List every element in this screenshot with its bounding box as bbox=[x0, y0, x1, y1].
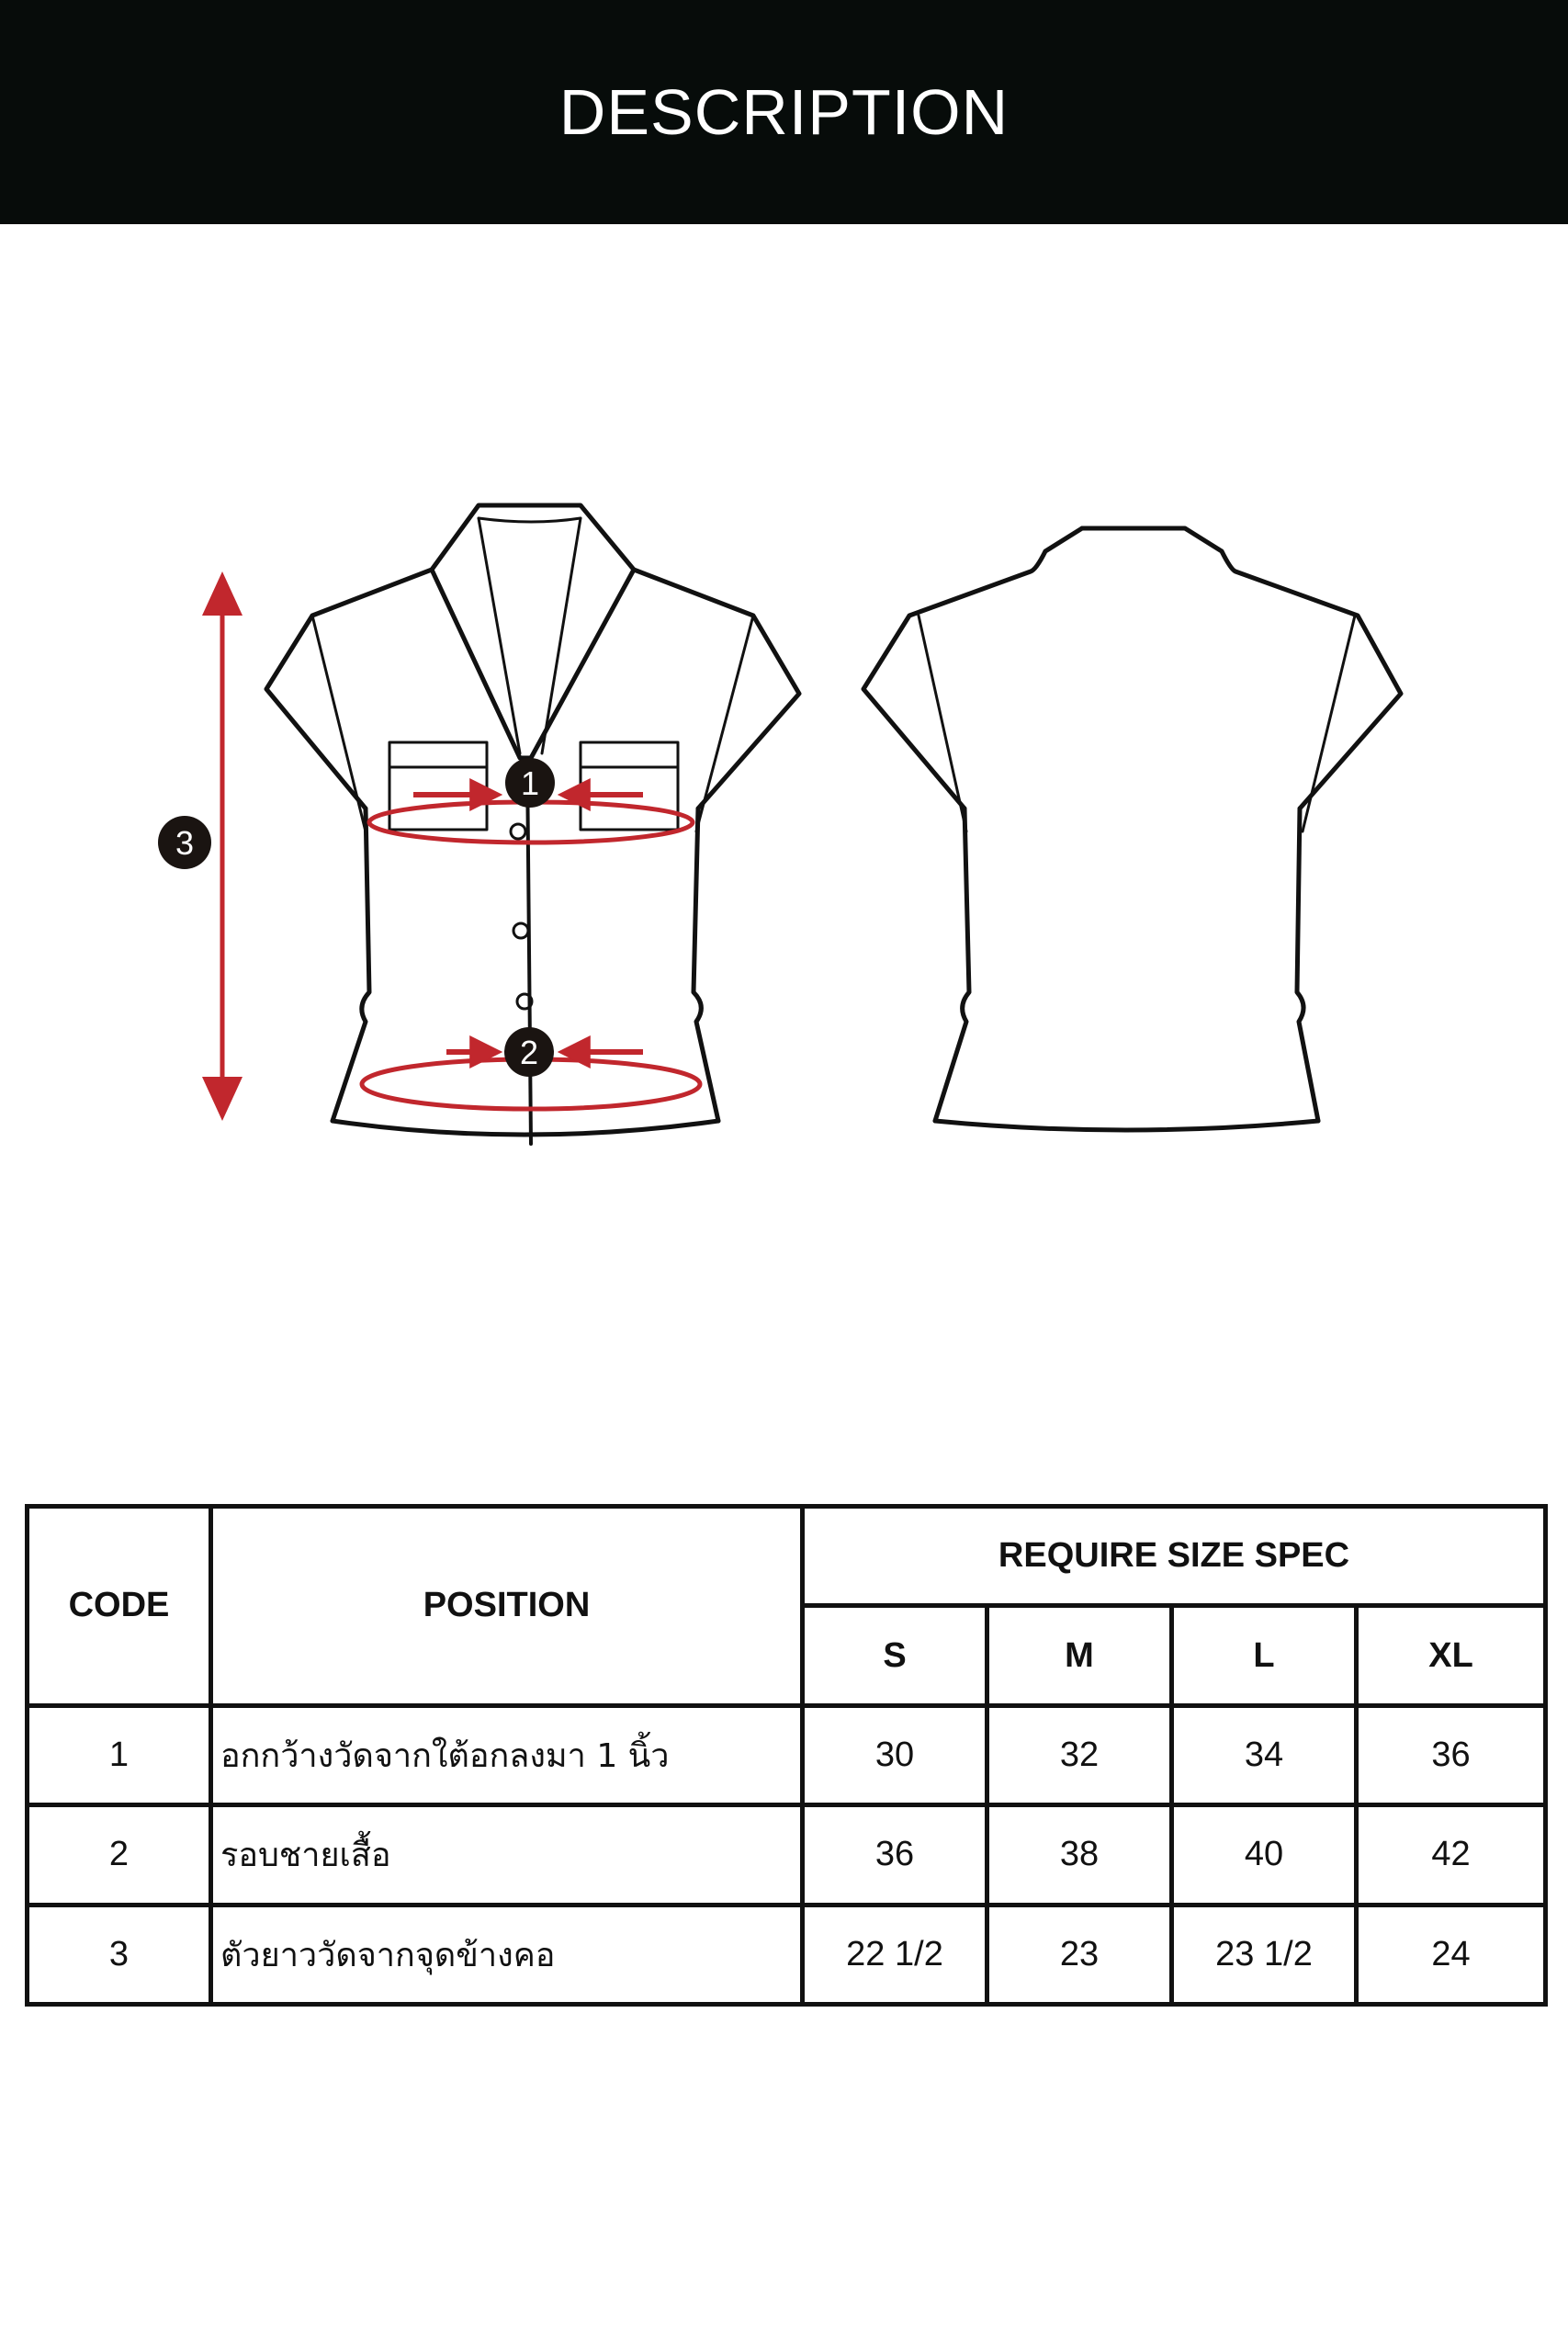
length-measurement bbox=[158, 571, 243, 1121]
cell-m: 23 bbox=[987, 1905, 1172, 2004]
header-code: CODE bbox=[28, 1507, 211, 1706]
back-shirt-drawing bbox=[863, 528, 1401, 1130]
row-code: 3 bbox=[28, 1905, 211, 2004]
row-code: 1 bbox=[28, 1705, 211, 1804]
cell-s: 30 bbox=[803, 1705, 987, 1804]
cell-s: 22 1/2 bbox=[803, 1905, 987, 2004]
row-position: ตัวยาววัดจากจุดข้างคอ bbox=[211, 1905, 803, 2004]
table-row bbox=[28, 1905, 1546, 2004]
marker-2-label: 2 bbox=[519, 1034, 539, 1071]
cell-m: 38 bbox=[987, 1805, 1172, 1905]
table-row bbox=[28, 1705, 1546, 1804]
header-size-l: L bbox=[1172, 1606, 1357, 1705]
header-size-s: S bbox=[803, 1606, 987, 1705]
header-size-xl: XL bbox=[1357, 1606, 1546, 1705]
table-row bbox=[28, 1805, 1546, 1905]
cell-l: 23 1/2 bbox=[1172, 1905, 1357, 2004]
header-spec: REQUIRE SIZE SPEC bbox=[803, 1507, 1546, 1606]
cell-l: 34 bbox=[1172, 1705, 1357, 1804]
row-code: 2 bbox=[28, 1805, 211, 1905]
marker-3-label: 3 bbox=[175, 824, 195, 862]
header-position: POSITION bbox=[211, 1507, 803, 1706]
header-bar bbox=[0, 0, 1568, 224]
cell-m: 32 bbox=[987, 1705, 1172, 1804]
cell-xl: 24 bbox=[1357, 1905, 1546, 2004]
marker-1-label: 1 bbox=[520, 764, 540, 802]
cell-xl: 36 bbox=[1357, 1705, 1546, 1804]
cell-xl: 42 bbox=[1357, 1805, 1546, 1905]
row-position: อกกว้างวัดจากใต้อกลงมา 1 นิ้ว bbox=[211, 1705, 803, 1804]
header-size-m: M bbox=[987, 1606, 1172, 1705]
garment-diagram bbox=[0, 441, 1568, 1176]
cell-l: 40 bbox=[1172, 1805, 1357, 1905]
page-title: DESCRIPTION bbox=[558, 76, 1010, 148]
row-position: รอบชายเสื้อ bbox=[211, 1805, 803, 1905]
cell-s: 36 bbox=[803, 1805, 987, 1905]
size-spec-table bbox=[25, 1504, 1548, 2007]
